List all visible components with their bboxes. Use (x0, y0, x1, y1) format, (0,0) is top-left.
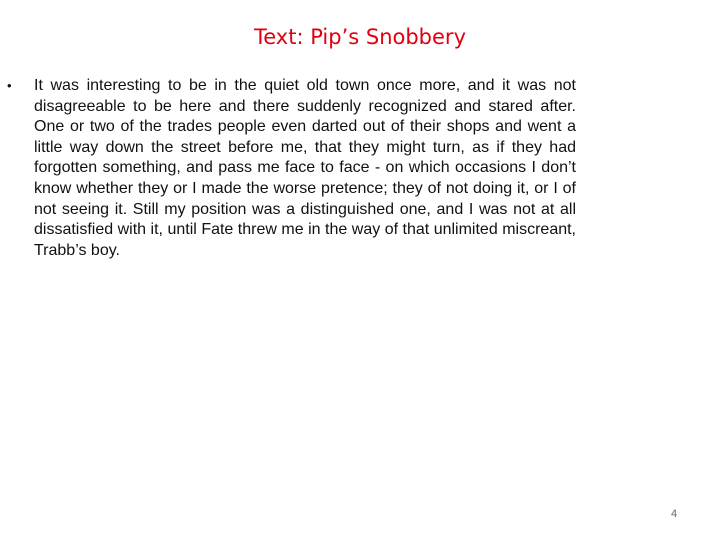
bullet-marker: • (7, 78, 12, 93)
bullet-text: It was interesting to be in the quiet old town once more, and it was not disagreeable to be here and there suddenly recognized and stared after. One or two of the trades people even darted out of their shops and went a little way down the street before me, that they might turn, as if they had forgotten something, and pass me face to face - on which occasions I don’t know whether they or I made the worse pretence; they of not doing it, or I of not seeing it. Still my position was a distinguished one, and I was not at all dissatisfied with it, until Fate threw me in the way of that unlimited miscreant, Trabb’s boy. (34, 77, 576, 259)
page-number: 4 (670, 508, 678, 520)
slide-title: Text: Pip’s Snobbery (253, 25, 466, 49)
